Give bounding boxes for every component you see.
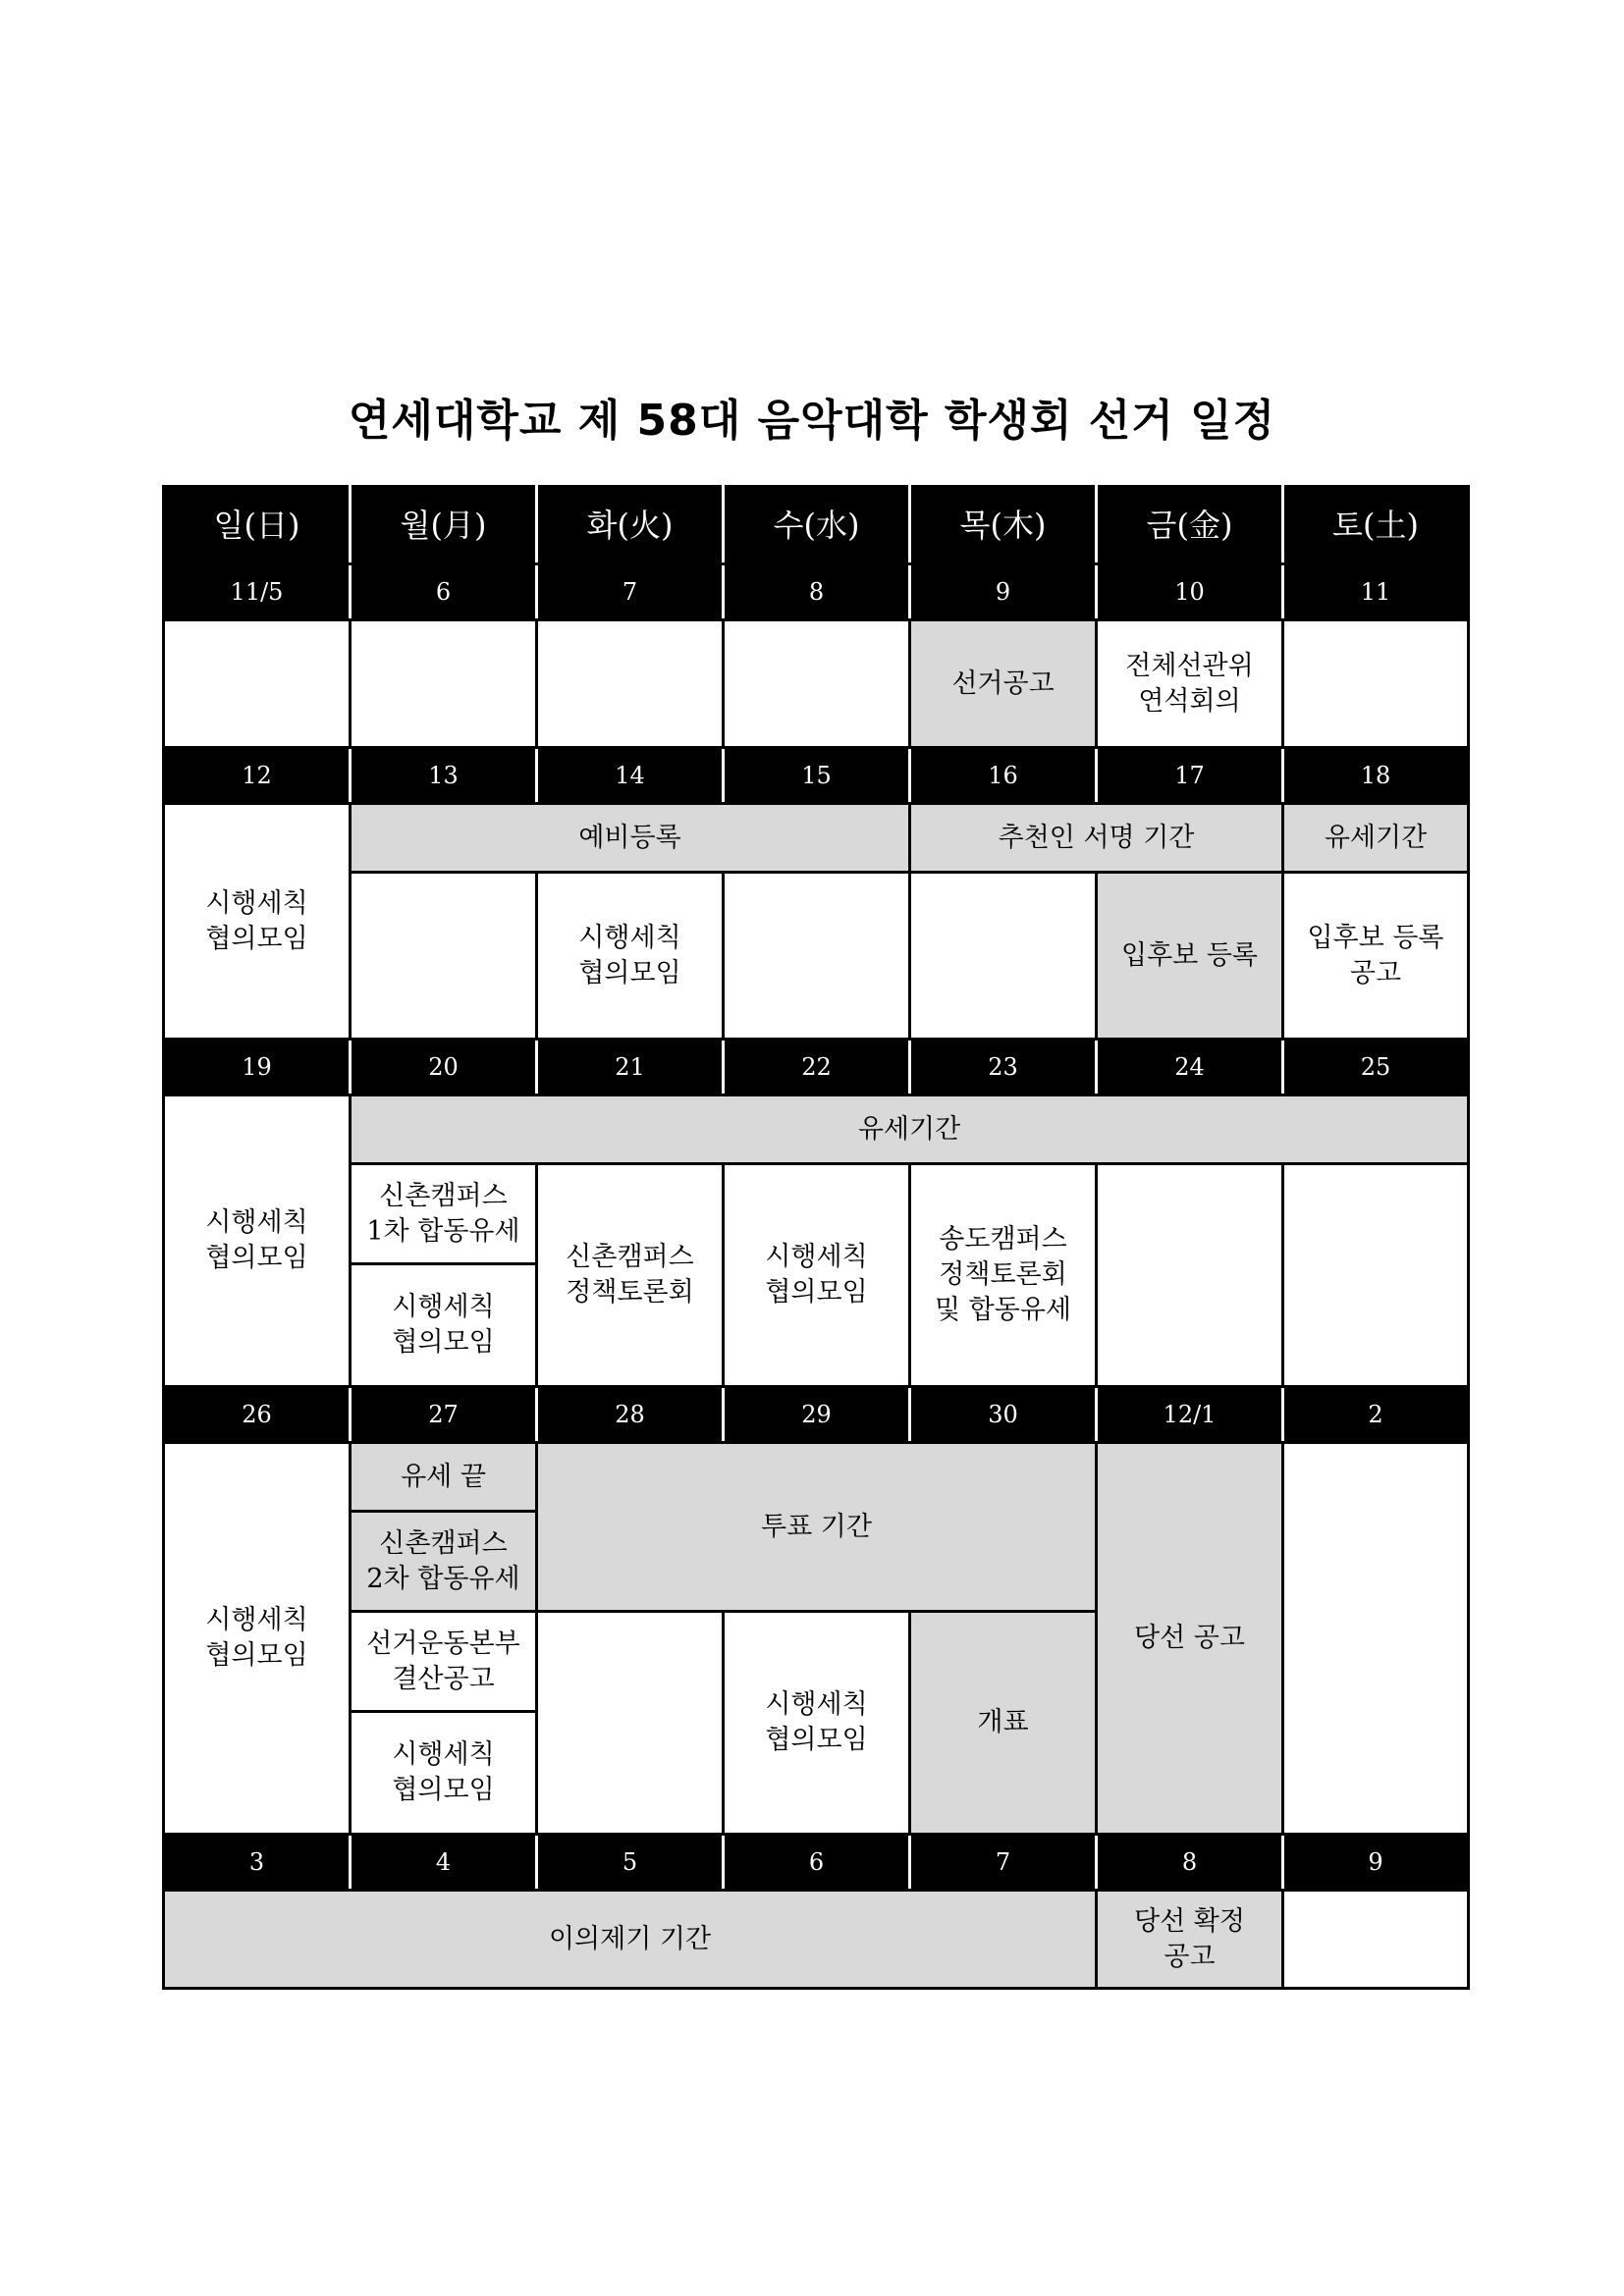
date-cell: 22 [724, 1040, 910, 1095]
date-cell: 8 [1097, 1835, 1283, 1891]
date-cell: 29 [724, 1387, 910, 1443]
date-cell: 19 [164, 1040, 351, 1095]
date-cell: 13 [351, 748, 537, 804]
date-cell: 11/5 [164, 564, 351, 620]
event-songdo-policy-debate: 송도캠퍼스 정책토론회 및 합동유세 [910, 1164, 1097, 1387]
empty-cell [351, 620, 537, 748]
empty-cell [910, 873, 1097, 1040]
event-rules-meeting: 시행세칙 협의모임 [724, 1164, 910, 1387]
event-rules-meeting: 시행세칙 협의모임 [351, 1264, 537, 1387]
event-rules-meeting: 시행세칙 협의모임 [537, 873, 724, 1040]
date-cell: 24 [1097, 1040, 1283, 1095]
date-cell: 10 [1097, 564, 1283, 620]
event-election-notice: 선거공고 [910, 620, 1097, 748]
date-cell: 23 [910, 1040, 1097, 1095]
date-cell: 6 [351, 564, 537, 620]
event-sinchon-joint-campaign-1: 신촌캠퍼스 1차 합동유세 [351, 1164, 537, 1264]
event-row [164, 1443, 1469, 1512]
event-winner-notice: 당선 공고 [1097, 1443, 1283, 1835]
date-cell: 12/1 [1097, 1387, 1283, 1443]
empty-cell [164, 620, 351, 748]
date-cell: 7 [910, 1835, 1097, 1891]
event-rules-meeting: 시행세칙 협의모임 [164, 1095, 351, 1387]
event-sinchon-policy-debate: 신촌캠퍼스 정책토론회 [537, 1164, 724, 1387]
date-row [164, 1040, 1469, 1095]
event-objection-period: 이의제기 기간 [164, 1891, 1097, 1989]
event-row [164, 1891, 1469, 1989]
date-cell: 11 [1283, 564, 1469, 620]
event-candidate-registration: 입후보 등록 [1097, 873, 1283, 1040]
date-cell: 27 [351, 1387, 537, 1443]
date-cell: 9 [1283, 1835, 1469, 1891]
date-cell: 7 [537, 564, 724, 620]
event-rules-meeting: 시행세칙 협의모임 [164, 1443, 351, 1835]
empty-cell [1283, 1443, 1469, 1835]
empty-cell [537, 1612, 724, 1835]
event-row [164, 1095, 1469, 1164]
event-candidate-notice: 입후보 등록 공고 [1283, 873, 1469, 1040]
event-pre-registration: 예비등록 [351, 804, 910, 873]
weekday-header: 목(木) [910, 487, 1097, 564]
event-row [164, 873, 1469, 1040]
event-endorsement-period: 추천인 서명 기간 [910, 804, 1283, 873]
weekday-header: 월(月) [351, 487, 537, 564]
weekday-header: 일(日) [164, 487, 351, 564]
event-row [164, 804, 1469, 873]
date-row [164, 564, 1469, 620]
date-cell: 6 [724, 1835, 910, 1891]
date-cell: 12 [164, 748, 351, 804]
event-rules-meeting: 시행세칙 협의모임 [351, 1712, 537, 1835]
empty-cell [724, 620, 910, 748]
date-cell: 25 [1283, 1040, 1469, 1095]
date-row [164, 1387, 1469, 1443]
event-voting-period: 투표 기간 [537, 1443, 1097, 1612]
date-cell: 14 [537, 748, 724, 804]
date-cell: 30 [910, 1387, 1097, 1443]
event-row [164, 620, 1469, 748]
date-cell: 9 [910, 564, 1097, 620]
empty-cell [1283, 620, 1469, 748]
date-cell: 28 [537, 1387, 724, 1443]
empty-cell [1283, 1164, 1469, 1387]
election-calendar [162, 485, 1470, 1990]
date-row [164, 748, 1469, 804]
event-rules-meeting: 시행세칙 협의모임 [164, 804, 351, 1040]
page-title: 연세대학교 제 58대 음악대학 학생회 선거 일정 [348, 396, 1276, 446]
weekday-header-row [164, 487, 1469, 564]
empty-cell [724, 873, 910, 1040]
empty-cell [1097, 1164, 1283, 1387]
date-cell: 17 [1097, 748, 1283, 804]
weekday-header: 화(火) [537, 487, 724, 564]
date-cell: 21 [537, 1040, 724, 1095]
empty-cell [1283, 1891, 1469, 1989]
event-rules-meeting: 시행세칙 협의모임 [724, 1612, 910, 1835]
date-row [164, 1835, 1469, 1891]
event-campaign-period: 유세기간 [1283, 804, 1469, 873]
empty-cell [537, 620, 724, 748]
event-settlement-notice: 선거운동본부 결산공고 [351, 1612, 537, 1712]
date-cell: 20 [351, 1040, 537, 1095]
date-cell: 15 [724, 748, 910, 804]
weekday-header: 토(土) [1283, 487, 1469, 564]
event-winner-confirmed: 당선 확정 공고 [1097, 1891, 1283, 1989]
empty-cell [351, 873, 537, 1040]
event-vote-counting: 개표 [910, 1612, 1097, 1835]
event-campaign-period: 유세기간 [351, 1095, 1469, 1164]
event-sinchon-joint-campaign-2: 신촌캠퍼스 2차 합동유세 [351, 1512, 537, 1612]
weekday-header: 금(金) [1097, 487, 1283, 564]
date-cell: 2 [1283, 1387, 1469, 1443]
date-cell: 16 [910, 748, 1097, 804]
date-cell: 18 [1283, 748, 1469, 804]
date-cell: 8 [724, 564, 910, 620]
event-row [164, 1164, 1469, 1264]
event-committee-meeting: 전체선관위 연석회의 [1097, 620, 1283, 748]
date-cell: 3 [164, 1835, 351, 1891]
date-cell: 26 [164, 1387, 351, 1443]
date-cell: 5 [537, 1835, 724, 1891]
weekday-header: 수(水) [724, 487, 910, 564]
event-campaign-end: 유세 끝 [351, 1443, 537, 1512]
date-cell: 4 [351, 1835, 537, 1891]
